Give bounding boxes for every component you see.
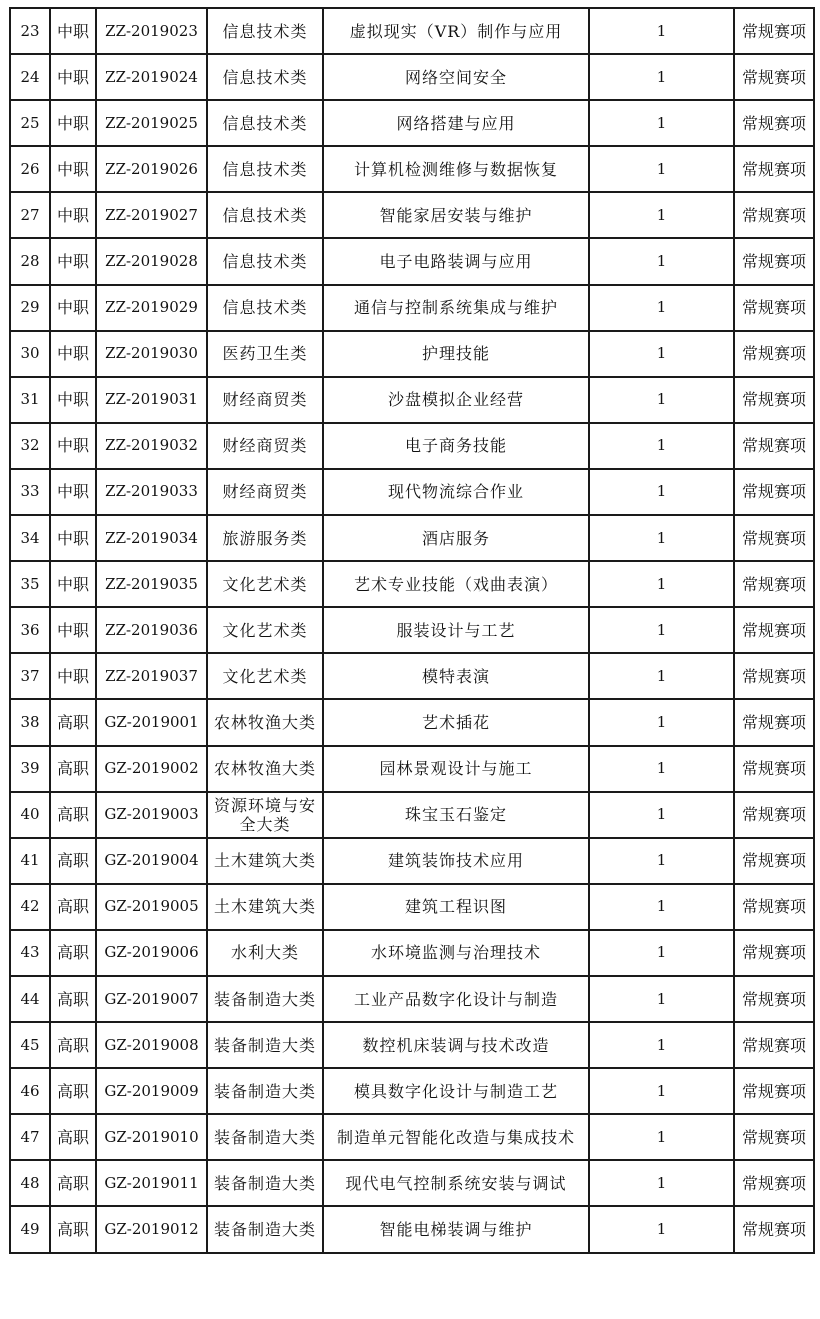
row-level: 高职	[50, 838, 96, 884]
row-code: ZZ-2019036	[96, 607, 207, 653]
row-count: 1	[589, 792, 734, 838]
row-name: 珠宝玉石鉴定	[323, 792, 589, 838]
row-code: ZZ-2019032	[96, 423, 207, 469]
row-count: 1	[589, 561, 734, 607]
row-level: 中职	[50, 8, 96, 54]
row-code: GZ-2019010	[96, 1114, 207, 1160]
row-count: 1	[589, 1206, 734, 1252]
row-index: 46	[10, 1068, 50, 1114]
table-row	[10, 561, 814, 607]
row-level: 中职	[50, 423, 96, 469]
row-count: 1	[589, 1160, 734, 1206]
row-category: 信息技术类	[207, 285, 323, 331]
row-type: 常规赛项	[734, 930, 814, 976]
row-category: 农林牧渔大类	[207, 699, 323, 745]
row-index: 34	[10, 515, 50, 561]
row-code: GZ-2019003	[96, 792, 207, 838]
table-row	[10, 1160, 814, 1206]
row-level: 高职	[50, 1114, 96, 1160]
row-type: 常规赛项	[734, 1206, 814, 1252]
row-category: 医药卫生类	[207, 331, 323, 377]
table-row	[10, 792, 814, 838]
row-type: 常规赛项	[734, 838, 814, 884]
table-row	[10, 469, 814, 515]
row-index: 24	[10, 54, 50, 100]
row-code: GZ-2019012	[96, 1206, 207, 1252]
row-type: 常规赛项	[734, 192, 814, 238]
row-category: 文化艺术类	[207, 561, 323, 607]
row-name: 电子电路装调与应用	[323, 238, 589, 284]
row-level: 高职	[50, 884, 96, 930]
row-name: 现代电气控制系统安装与调试	[323, 1160, 589, 1206]
row-count: 1	[589, 146, 734, 192]
table-row	[10, 285, 814, 331]
table-row	[10, 838, 814, 884]
row-code: GZ-2019006	[96, 930, 207, 976]
row-code: ZZ-2019024	[96, 54, 207, 100]
row-category: 财经商贸类	[207, 423, 323, 469]
row-category: 信息技术类	[207, 146, 323, 192]
row-type: 常规赛项	[734, 469, 814, 515]
row-index: 27	[10, 192, 50, 238]
row-index: 26	[10, 146, 50, 192]
row-level: 中职	[50, 146, 96, 192]
row-level: 中职	[50, 469, 96, 515]
row-category: 装备制造大类	[207, 1022, 323, 1068]
row-count: 1	[589, 331, 734, 377]
row-name: 建筑装饰技术应用	[323, 838, 589, 884]
row-category: 资源环境与安全大类	[207, 792, 323, 838]
row-type: 常规赛项	[734, 100, 814, 146]
row-level: 高职	[50, 1022, 96, 1068]
row-name: 计算机检测维修与数据恢复	[323, 146, 589, 192]
row-count: 1	[589, 238, 734, 284]
row-name: 智能电梯装调与维护	[323, 1206, 589, 1252]
row-name: 沙盘模拟企业经营	[323, 377, 589, 423]
row-name: 园林景观设计与施工	[323, 746, 589, 792]
row-count: 1	[589, 515, 734, 561]
row-level: 高职	[50, 976, 96, 1022]
row-type: 常规赛项	[734, 1114, 814, 1160]
row-name: 通信与控制系统集成与维护	[323, 285, 589, 331]
table-row	[10, 238, 814, 284]
table-row	[10, 746, 814, 792]
row-level: 中职	[50, 285, 96, 331]
table-row	[10, 100, 814, 146]
row-index: 48	[10, 1160, 50, 1206]
row-level: 中职	[50, 238, 96, 284]
row-index: 42	[10, 884, 50, 930]
row-type: 常规赛项	[734, 146, 814, 192]
row-category: 旅游服务类	[207, 515, 323, 561]
row-index: 36	[10, 607, 50, 653]
row-code: GZ-2019007	[96, 976, 207, 1022]
row-category: 装备制造大类	[207, 1068, 323, 1114]
competition-table	[9, 7, 815, 1254]
row-category: 财经商贸类	[207, 377, 323, 423]
row-category: 装备制造大类	[207, 1206, 323, 1252]
row-count: 1	[589, 100, 734, 146]
row-index: 28	[10, 238, 50, 284]
row-count: 1	[589, 930, 734, 976]
table-row	[10, 146, 814, 192]
row-count: 1	[589, 1068, 734, 1114]
row-code: GZ-2019008	[96, 1022, 207, 1068]
row-name: 酒店服务	[323, 515, 589, 561]
row-category: 装备制造大类	[207, 1114, 323, 1160]
row-level: 中职	[50, 607, 96, 653]
row-type: 常规赛项	[734, 699, 814, 745]
row-name: 数控机床装调与技术改造	[323, 1022, 589, 1068]
row-count: 1	[589, 8, 734, 54]
row-type: 常规赛项	[734, 8, 814, 54]
row-index: 43	[10, 930, 50, 976]
row-name: 制造单元智能化改造与集成技术	[323, 1114, 589, 1160]
row-level: 中职	[50, 561, 96, 607]
row-count: 1	[589, 423, 734, 469]
row-index: 45	[10, 1022, 50, 1068]
row-code: ZZ-2019037	[96, 653, 207, 699]
row-type: 常规赛项	[734, 746, 814, 792]
row-name: 虚拟现实（VR）制作与应用	[323, 8, 589, 54]
row-level: 中职	[50, 331, 96, 377]
row-count: 1	[589, 653, 734, 699]
row-index: 33	[10, 469, 50, 515]
row-category: 农林牧渔大类	[207, 746, 323, 792]
row-count: 1	[589, 884, 734, 930]
row-index: 30	[10, 331, 50, 377]
row-level: 高职	[50, 930, 96, 976]
row-level: 中职	[50, 515, 96, 561]
row-code: GZ-2019011	[96, 1160, 207, 1206]
row-type: 常规赛项	[734, 884, 814, 930]
row-type: 常规赛项	[734, 653, 814, 699]
row-name: 艺术插花	[323, 699, 589, 745]
row-name: 模具数字化设计与制造工艺	[323, 1068, 589, 1114]
row-index: 44	[10, 976, 50, 1022]
row-count: 1	[589, 192, 734, 238]
row-code: ZZ-2019035	[96, 561, 207, 607]
row-level: 高职	[50, 699, 96, 745]
row-type: 常规赛项	[734, 976, 814, 1022]
row-count: 1	[589, 607, 734, 653]
table-row	[10, 54, 814, 100]
row-count: 1	[589, 976, 734, 1022]
row-level: 高职	[50, 1068, 96, 1114]
row-code: ZZ-2019034	[96, 515, 207, 561]
row-category: 水利大类	[207, 930, 323, 976]
row-category: 信息技术类	[207, 100, 323, 146]
row-type: 常规赛项	[734, 1160, 814, 1206]
table-row	[10, 699, 814, 745]
row-level: 中职	[50, 192, 96, 238]
row-code: ZZ-2019026	[96, 146, 207, 192]
row-category: 财经商贸类	[207, 469, 323, 515]
row-code: GZ-2019001	[96, 699, 207, 745]
table-row	[10, 423, 814, 469]
table-row	[10, 515, 814, 561]
row-type: 常规赛项	[734, 377, 814, 423]
row-name: 智能家居安装与维护	[323, 192, 589, 238]
table-row	[10, 653, 814, 699]
row-type: 常规赛项	[734, 792, 814, 838]
table-row	[10, 192, 814, 238]
table-body	[10, 8, 814, 1253]
row-type: 常规赛项	[734, 1068, 814, 1114]
row-count: 1	[589, 1114, 734, 1160]
row-code: ZZ-2019031	[96, 377, 207, 423]
table-row	[10, 607, 814, 653]
row-type: 常规赛项	[734, 423, 814, 469]
row-type: 常规赛项	[734, 285, 814, 331]
row-code: ZZ-2019033	[96, 469, 207, 515]
row-level: 高职	[50, 746, 96, 792]
row-type: 常规赛项	[734, 331, 814, 377]
row-category: 文化艺术类	[207, 653, 323, 699]
table-row	[10, 377, 814, 423]
row-count: 1	[589, 469, 734, 515]
row-code: ZZ-2019025	[96, 100, 207, 146]
row-index: 39	[10, 746, 50, 792]
row-code: ZZ-2019030	[96, 331, 207, 377]
row-category: 土木建筑大类	[207, 838, 323, 884]
row-level: 中职	[50, 100, 96, 146]
row-level: 中职	[50, 653, 96, 699]
row-code: GZ-2019009	[96, 1068, 207, 1114]
row-name: 网络搭建与应用	[323, 100, 589, 146]
row-count: 1	[589, 54, 734, 100]
row-level: 高职	[50, 792, 96, 838]
row-count: 1	[589, 746, 734, 792]
row-name: 工业产品数字化设计与制造	[323, 976, 589, 1022]
row-index: 37	[10, 653, 50, 699]
row-code: ZZ-2019028	[96, 238, 207, 284]
row-category: 文化艺术类	[207, 607, 323, 653]
row-level: 中职	[50, 377, 96, 423]
row-level: 高职	[50, 1206, 96, 1252]
row-name: 艺术专业技能（戏曲表演）	[323, 561, 589, 607]
table-row	[10, 1068, 814, 1114]
row-type: 常规赛项	[734, 1022, 814, 1068]
row-index: 23	[10, 8, 50, 54]
row-category: 信息技术类	[207, 238, 323, 284]
row-index: 49	[10, 1206, 50, 1252]
row-name: 模特表演	[323, 653, 589, 699]
row-code: GZ-2019004	[96, 838, 207, 884]
row-count: 1	[589, 377, 734, 423]
row-index: 31	[10, 377, 50, 423]
table-row	[10, 1206, 814, 1252]
row-category: 土木建筑大类	[207, 884, 323, 930]
row-index: 25	[10, 100, 50, 146]
table-row	[10, 1022, 814, 1068]
row-type: 常规赛项	[734, 238, 814, 284]
row-index: 47	[10, 1114, 50, 1160]
row-name: 网络空间安全	[323, 54, 589, 100]
row-code: GZ-2019005	[96, 884, 207, 930]
table-row	[10, 1114, 814, 1160]
row-level: 中职	[50, 54, 96, 100]
table-row	[10, 331, 814, 377]
row-type: 常规赛项	[734, 561, 814, 607]
row-count: 1	[589, 838, 734, 884]
row-index: 29	[10, 285, 50, 331]
row-name: 护理技能	[323, 331, 589, 377]
row-category: 信息技术类	[207, 192, 323, 238]
row-type: 常规赛项	[734, 607, 814, 653]
row-code: GZ-2019002	[96, 746, 207, 792]
table-row	[10, 884, 814, 930]
row-name: 水环境监测与治理技术	[323, 930, 589, 976]
row-index: 40	[10, 792, 50, 838]
row-category: 装备制造大类	[207, 976, 323, 1022]
table-row	[10, 930, 814, 976]
row-category: 信息技术类	[207, 54, 323, 100]
row-code: ZZ-2019027	[96, 192, 207, 238]
row-index: 38	[10, 699, 50, 745]
row-name: 电子商务技能	[323, 423, 589, 469]
row-count: 1	[589, 699, 734, 745]
table-row	[10, 8, 814, 54]
row-index: 41	[10, 838, 50, 884]
row-code: ZZ-2019029	[96, 285, 207, 331]
row-index: 32	[10, 423, 50, 469]
row-index: 35	[10, 561, 50, 607]
row-category: 装备制造大类	[207, 1160, 323, 1206]
row-count: 1	[589, 1022, 734, 1068]
row-category: 信息技术类	[207, 8, 323, 54]
row-count: 1	[589, 285, 734, 331]
row-code: ZZ-2019023	[96, 8, 207, 54]
row-type: 常规赛项	[734, 515, 814, 561]
row-name: 建筑工程识图	[323, 884, 589, 930]
row-level: 高职	[50, 1160, 96, 1206]
row-type: 常规赛项	[734, 54, 814, 100]
row-name: 现代物流综合作业	[323, 469, 589, 515]
row-name: 服装设计与工艺	[323, 607, 589, 653]
table-row	[10, 976, 814, 1022]
